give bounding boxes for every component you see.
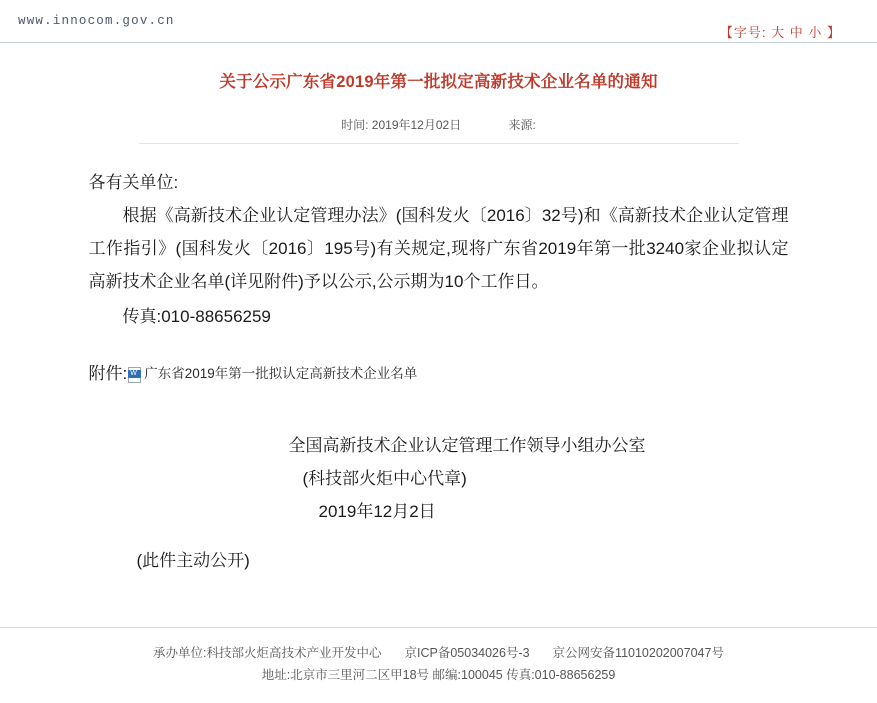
document-meta	[139, 116, 739, 144]
footer-icp-link[interactable]: 京ICP备05034026号-3	[404, 646, 530, 660]
signature-seal: (科技部火炬中心代章)	[302, 469, 467, 489]
document-body	[89, 144, 789, 571]
paragraph-salutation: 各有关单位:	[88, 173, 179, 193]
document-content	[0, 71, 877, 571]
publish-time-label: 时间:	[341, 118, 369, 133]
attachment-row	[89, 359, 789, 389]
font-size-medium[interactable]: 中	[789, 25, 804, 40]
publish-time-value: 2019年12月02日	[371, 118, 462, 133]
footer-organizer: 承办单位:科技部火炬高技术产业开发中心	[153, 646, 382, 660]
site-url: www.innocom.gov.cn	[18, 14, 175, 28]
signature-date: 2019年12月2日	[318, 502, 436, 522]
source	[509, 116, 536, 133]
font-size-prefix: 【字号:	[719, 25, 767, 40]
font-size-control[interactable]	[720, 22, 841, 41]
signature-org: 全国高新技术企业认定管理工作领导小组办公室	[288, 436, 646, 456]
source-label: 来源:	[508, 118, 536, 133]
page-title: 关于公示广东省2019年第一批拟定高新技术企业名单的通知	[219, 73, 658, 91]
font-size-suffix: 】	[826, 25, 841, 40]
paragraph-main: 根据《高新技术企业认定管理办法》(国科发火〔2016〕32号)和《高新技术企业认定管理工作指引》(国科发火〔2016〕195号)有关规定,现将广东省2019年第一批3240家企业拟认定高新技术企业名单(详见附件)予以公示,公示期为10个工作日。	[88, 206, 789, 292]
top-bar	[0, 0, 877, 43]
signature-block	[89, 429, 789, 528]
footer-police-record-link[interactable]: 京公网安备11010202007047号	[552, 646, 724, 660]
public-disclosure-note: (此件主动公开)	[136, 551, 250, 571]
paragraph-fax: 传真:010-88656259	[122, 307, 271, 327]
word-document-icon	[128, 367, 141, 381]
font-size-large[interactable]: 大	[771, 25, 786, 40]
attachment-link[interactable]: 广东省2019年第一批拟认定高新技术企业名单	[144, 366, 418, 382]
footer-line-1	[0, 642, 877, 664]
font-size-small[interactable]: 小	[808, 25, 823, 40]
attachment-label: 附件:	[88, 364, 128, 384]
footer-line-2: 地址:北京市三里河二区甲18号 邮编:100045 传真:010-88656259	[261, 668, 616, 682]
page-footer	[0, 627, 877, 703]
publish-time	[341, 116, 461, 133]
